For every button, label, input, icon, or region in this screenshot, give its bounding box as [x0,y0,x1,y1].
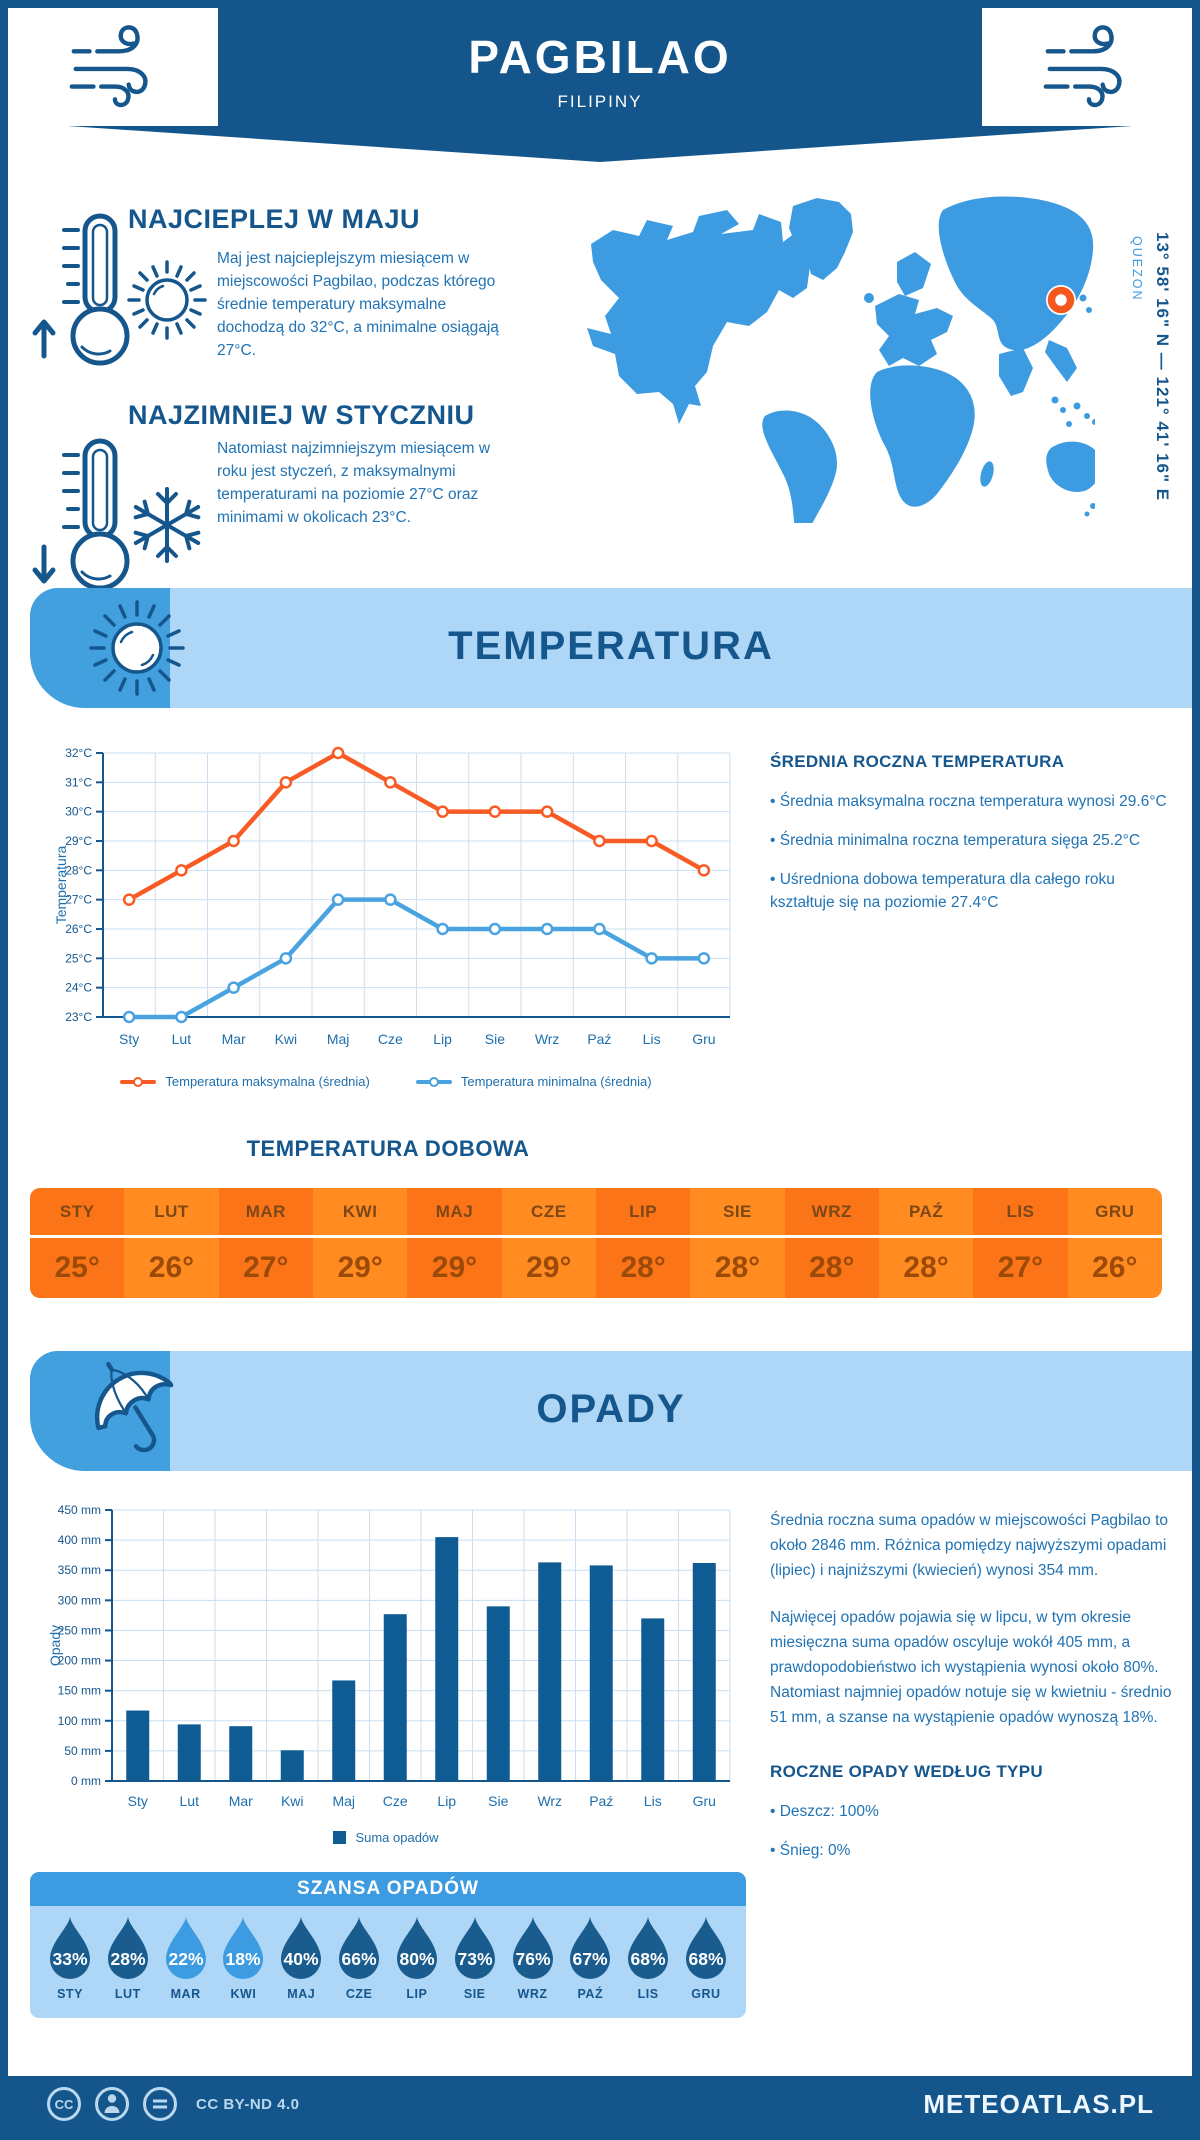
thermometer-down-snowflake-icon [30,433,210,603]
svg-text:CC: CC [54,2097,74,2112]
table-column [407,1188,501,1298]
rain-chance-title: SZANSA OPADÓW [30,1872,746,1906]
page-subtitle: FILIPINY [557,92,643,111]
svg-text:32°C: 32°C [65,746,92,760]
svg-text:Lis: Lis [642,1031,661,1047]
svg-text:Mar: Mar [228,1793,253,1809]
table-column [313,1188,407,1298]
world-map [555,148,1095,523]
droplet-icon [451,1915,499,1981]
legend-item [416,1074,652,1089]
svg-text:Opady: Opady [47,1624,63,1667]
precipitation-summary-panel [770,1508,1172,1878]
svg-text:Lut: Lut [179,1793,199,1809]
table-month-header: WRZ [785,1188,879,1238]
daily-temperature-heading: TEMPERATURA DOBOWA [246,1136,530,1161]
rain-chance-drop [391,1915,443,2018]
rain-chance-month: MAJ [287,1987,316,2001]
svg-text:68%: 68% [688,1949,724,1969]
rain-chance-drop [333,1915,385,2018]
svg-text:73%: 73% [457,1949,493,1969]
table-month-header: MAR [219,1188,313,1238]
droplet-icon [277,1915,325,1981]
svg-text:68%: 68% [630,1949,666,1969]
page-title: PAGBILAO [468,31,732,83]
legend-label: Temperatura minimalna (średnia) [460,1074,652,1089]
cc-license-icons [46,2086,178,2122]
svg-text:Lip: Lip [433,1031,452,1047]
svg-text:400 mm: 400 mm [57,1533,101,1548]
table-daily-temp-value: 25° [54,1251,100,1284]
table-daily-temp-value: 27° [997,1251,1044,1284]
table-month-header: CZE [502,1188,596,1238]
table-month-header: PAŹ [879,1188,973,1238]
svg-text:Paź: Paź [589,1793,614,1809]
svg-text:Sie: Sie [484,1031,505,1047]
svg-text:24°C: 24°C [65,980,92,995]
table-month-header: MAJ [407,1188,501,1238]
droplet-icon [682,1915,730,1981]
daily-temperature-table [30,1188,1162,1298]
droplet-icon [624,1915,672,1981]
rain-chance-month: LUT [114,1987,141,2001]
svg-text:33%: 33% [52,1949,88,1969]
table-daily-temp-value: 29° [526,1251,572,1284]
legend-label: Suma opadów [355,1830,439,1845]
rain-chance-month: LIS [637,1987,659,2001]
svg-text:80%: 80% [399,1949,435,1969]
temperature-summary-bullet: • Średnia minimalna roczna temperatura sięga 25.2°C [770,832,1141,849]
svg-text:Temperatura: Temperatura [53,845,69,925]
rain-chance-drop [44,1915,96,2018]
svg-text:Maj: Maj [326,1031,350,1047]
table-month-header: GRU [1068,1188,1162,1238]
precipitation-type-bullet: • Śnieg: 0% [770,1842,851,1859]
table-daily-temp-value: 28° [714,1251,761,1284]
svg-text:Wrz: Wrz [534,1031,560,1047]
temperature-summary-heading: ŚREDNIA ROCZNA TEMPERATURA [770,752,1065,771]
svg-text:Sty: Sty [127,1793,148,1809]
table-daily-temp-value: 28° [903,1251,949,1284]
line-chart-legend [30,1074,742,1089]
brand-label: METEOATLAS.PL [923,2088,1154,2119]
table-column [219,1188,313,1298]
svg-text:40%: 40% [283,1949,319,1969]
precipitation-bar-chart [30,1498,740,1828]
highlight-warm-heading: NAJCIEPLEJ W MAJU [128,204,421,234]
legend-item [120,1074,369,1089]
precipitation-paragraph: Najwięcej opadów pojawia się w lipcu, w tym okresie miesięczna suma opadów oscyluje wokół 405 mm, a prawdopodobieństwo ich wystąpienia wynosi około 80%. Natomiast najmniej opadów notuje się w kwietniu - średnio 51 mm, a szanse na wystąpienie opadów wynoszą 18%. [770,1609,1172,1726]
header-corner-right [982,8,1192,126]
table-daily-temp-value: 29° [337,1251,383,1284]
svg-text:250 mm: 250 mm [57,1623,101,1638]
header-corner-left [8,8,218,126]
rain-chance-month: KWI [230,1987,257,2001]
region-label: QUEZON [1130,236,1144,302]
precipitation-section-title: OPADY [536,1387,686,1431]
svg-text:Paź: Paź [587,1031,612,1047]
svg-text:76%: 76% [514,1949,551,1969]
svg-text:28%: 28% [110,1949,146,1969]
table-daily-temp-value: 28° [809,1251,855,1284]
temperature-section-banner [30,588,1192,708]
legend-swatch [120,1080,156,1084]
rain-chance-month: GRU [691,1987,721,2001]
table-column [30,1188,124,1298]
rain-chance-month: STY [57,1987,83,2001]
rain-chance-panel [30,1872,746,2018]
legend-label: Temperatura maksymalna (średnia) [165,1074,370,1089]
table-column [879,1188,973,1298]
svg-text:30°C: 30°C [65,804,92,819]
svg-text:23°C: 23°C [65,1010,92,1024]
svg-text:Sty: Sty [119,1031,140,1047]
svg-text:18%: 18% [225,1949,261,1969]
rain-chance-drop [564,1915,616,2018]
precipitation-type-heading: ROCZNE OPADY WEDŁUG TYPU [770,1762,1043,1781]
rain-chance-drop [160,1915,212,2018]
rain-chance-drop [102,1915,154,2018]
svg-text:Cze: Cze [382,1793,408,1809]
table-month-header: KWI [313,1188,407,1238]
highlight-warm-text: Maj jest najcieplejszym miesiącem w miejscowości Pagbilao, podczas którego średnie temperatury maksymalne dochodzą do 32°C, a minimalne osiągają 27°C. [217,250,499,359]
svg-text:Lis: Lis [643,1793,662,1809]
svg-text:28°C: 28°C [65,863,92,878]
svg-text:29°C: 29°C [65,834,92,848]
droplet-icon [335,1915,383,1981]
droplet-icon [393,1915,441,1981]
table-daily-temp-value: 26° [148,1251,195,1284]
svg-text:200 mm: 200 mm [57,1653,101,1668]
svg-text:67%: 67% [572,1949,608,1969]
svg-text:Lut: Lut [171,1031,192,1047]
precipitation-paragraph: Średnia roczna suma opadów w miejscowości Pagbilao to około 2846 mm. Różnica pomiędzy najwyższymi opadami (lipiec) i najniższymi (kwiecień) wynosi 354 mm. [770,1512,1169,1579]
bar-chart-legend [30,1830,742,1845]
rain-chance-drop [680,1915,732,2018]
svg-text:100 mm: 100 mm [57,1713,101,1728]
svg-text:Mar: Mar [221,1031,246,1047]
svg-text:31°C: 31°C [65,775,92,790]
footer [8,2076,1192,2132]
table-column [596,1188,690,1298]
table-column [785,1188,879,1298]
svg-text:450 mm: 450 mm [57,1503,101,1517]
legend-swatch [333,1831,346,1844]
svg-text:22%: 22% [168,1949,204,1969]
temperature-line-chart [30,745,740,1065]
svg-text:Wrz: Wrz [537,1793,563,1809]
table-month-header: SIE [690,1188,784,1238]
temperature-summary-bullet: • Uśredniona dobowa temperatura dla całego roku kształtuje się na poziomie 27.4°C [770,871,1115,911]
svg-text:0 mm: 0 mm [71,1774,101,1788]
rain-chance-drop [275,1915,327,2018]
svg-text:Sie: Sie [488,1793,509,1809]
table-column [124,1188,218,1298]
droplet-icon [509,1915,557,1981]
rain-chance-drop [622,1915,674,2018]
coordinates-label: 13° 58' 16" N — 121° 41' 16" E [1153,232,1172,502]
rain-chance-month: CZE [345,1987,373,2001]
wind-icon [1038,18,1136,116]
rain-chance-drop [217,1915,269,2018]
highlight-cold-heading: NAJZIMNIEJ W STYCZNIU [128,400,475,430]
table-daily-temp-value: 26° [1092,1251,1138,1284]
svg-text:Kwi: Kwi [280,1793,304,1809]
table-column [1068,1188,1162,1298]
cc-nd-icon [142,2086,178,2122]
temperature-summary-panel [770,752,1172,930]
wind-icon [64,18,162,116]
temperature-summary-bullet: • Średnia maksymalna roczna temperatura wynosi 29.6°C [770,793,1167,810]
droplet-icon [162,1915,210,1981]
svg-text:Gru: Gru [692,1031,716,1047]
highlight-cold-text: Natomiast najzimniejszym miesiącem w roku jest styczeń, z maksymalnymi temperaturami na poziomie 27°C oraz minimami w okolicach 23°C. [217,440,491,526]
svg-text:50 mm: 50 mm [64,1743,101,1758]
svg-text:Cze: Cze [377,1031,403,1047]
temperature-section-title: TEMPERATURA [448,624,774,668]
location-marker [1046,285,1076,315]
table-column [973,1188,1067,1298]
svg-text:Kwi: Kwi [274,1031,298,1047]
rain-chance-drop [449,1915,501,2018]
svg-text:Gru: Gru [692,1793,716,1809]
precipitation-type-bullet: • Deszcz: 100% [770,1803,879,1820]
license-label: CC BY-ND 4.0 [196,2095,300,2113]
legend-item [333,1830,438,1845]
precipitation-section-banner [30,1351,1192,1471]
droplet-icon [566,1915,614,1981]
svg-text:26°C: 26°C [65,922,92,936]
legend-swatch [416,1080,452,1084]
table-column [690,1188,784,1298]
table-daily-temp-value: 28° [620,1251,666,1284]
droplet-icon [219,1915,267,1981]
svg-text:300 mm: 300 mm [57,1593,101,1608]
cc-by-person-icon [94,2086,130,2122]
droplet-icon [46,1915,94,1981]
svg-text:350 mm: 350 mm [57,1563,101,1578]
svg-text:25°C: 25°C [65,951,92,966]
rain-chance-month: MAR [170,1987,201,2001]
svg-text:66%: 66% [341,1949,377,1969]
svg-text:Lip: Lip [437,1793,457,1809]
table-month-header: STY [30,1188,124,1238]
table-column [502,1188,596,1298]
table-month-header: LUT [124,1188,218,1238]
droplet-icon [104,1915,152,1981]
table-month-header: LIS [973,1188,1067,1238]
cc-icon [46,2086,82,2122]
svg-text:Maj: Maj [332,1793,356,1809]
svg-text:27°C: 27°C [65,892,92,907]
table-month-header: LIP [596,1188,690,1238]
rain-chance-drop [507,1915,559,2018]
rain-chance-month: SIE [463,1987,486,2001]
rain-chance-month: WRZ [517,1987,548,2001]
table-daily-temp-value: 29° [431,1251,478,1284]
rain-chance-month: PAŹ [577,1987,604,2001]
rain-chance-month: LIP [406,1987,428,2001]
svg-text:150 mm: 150 mm [57,1683,101,1698]
table-daily-temp-value: 27° [243,1251,289,1284]
